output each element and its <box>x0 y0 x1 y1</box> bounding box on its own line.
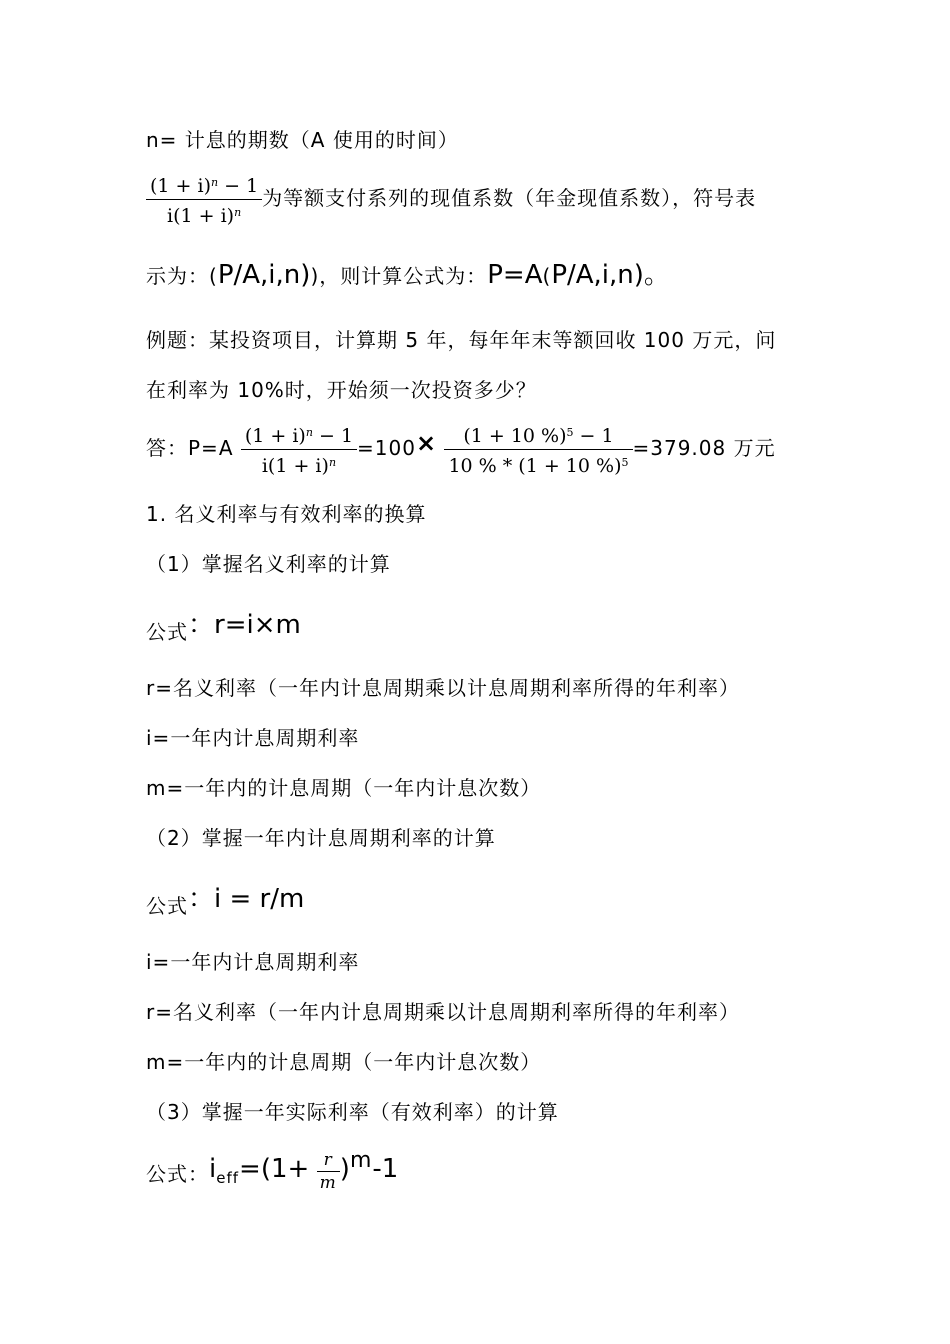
answer-fraction-2: $\frac{(1 + 10 \%)^5 - 1}{10 \% * (1 + 10 \%)^5}$ <box>444 420 632 479</box>
definition-m: m=一年内的计息周期（一年内计息次数） <box>146 776 542 800</box>
multiply-sign: × <box>415 429 438 457</box>
definition-r: r=名义利率（一年内计息周期乘以计息周期利率所得的年利率） <box>146 676 740 700</box>
definition-n: n= 计息的期数（A 使用的时间） <box>146 128 459 152</box>
subsection-3-heading: （3）掌握一年实际利率（有效利率）的计算 <box>146 1100 559 1124</box>
subsection-1-heading: （1）掌握名义利率的计算 <box>146 552 391 576</box>
pa-symbol-line: 示为：(P/A,i,n))，则计算公式为：P=A(P/A,i,n)。 <box>146 260 670 290</box>
r-over-m-fraction: $\frac{r}{m}$ <box>317 1149 340 1194</box>
definition-r-2: r=名义利率（一年内计息周期乘以计息周期利率所得的年利率） <box>146 1000 740 1024</box>
definition-i: i=一年内计息周期利率 <box>146 726 360 750</box>
example-line-2: 在利率为 10%时，开始须一次投资多少？ <box>146 378 537 402</box>
formula-3: 公式：$i_{eff}=(1+$ $\frac{r}{m}$ )$^m$-1 <box>146 1148 399 1193</box>
pa-factor-fraction: $\frac{(1 + i)^n - 1}{i(1 + i)^n}$ <box>146 170 262 229</box>
formula-2: 公式：i = r/m <box>146 884 305 918</box>
subsection-2-heading: （2）掌握一年内计息周期利率的计算 <box>146 826 496 850</box>
pa-formula: P=A <box>487 260 543 290</box>
pa-factor-description: 为等额支付系列的现值系数（年金现值系数），符号表 <box>262 186 757 210</box>
example-line-1: 例题：某投资项目，计算期 5 年，每年年末等额回收 100 万元，问 <box>146 328 777 352</box>
section-1-heading: 1. 名义利率与有效利率的换算 <box>146 502 427 526</box>
formula-1: 公式：r=i×m <box>146 610 301 644</box>
pa-symbol: P/A,i,n <box>217 260 301 290</box>
answer-line: 答：P=A $\frac{(1 + i)^n - 1}{i(1 + i)^n}$ =100× $\frac{(1 + 10 \%)^5 - 1}{10 \% * (1 + 10 \%)^5}$ =379.08 万元 <box>146 420 776 479</box>
answer-result: =379.08 万元 <box>632 436 776 460</box>
definition-i-2: i=一年内计息周期利率 <box>146 950 360 974</box>
pa-factor-line <box>146 170 756 229</box>
definition-m-2: m=一年内的计息周期（一年内计息次数） <box>146 1050 542 1074</box>
answer-fraction-1: $\frac{(1 + i)^n - 1}{i(1 + i)^n}$ <box>241 420 357 479</box>
